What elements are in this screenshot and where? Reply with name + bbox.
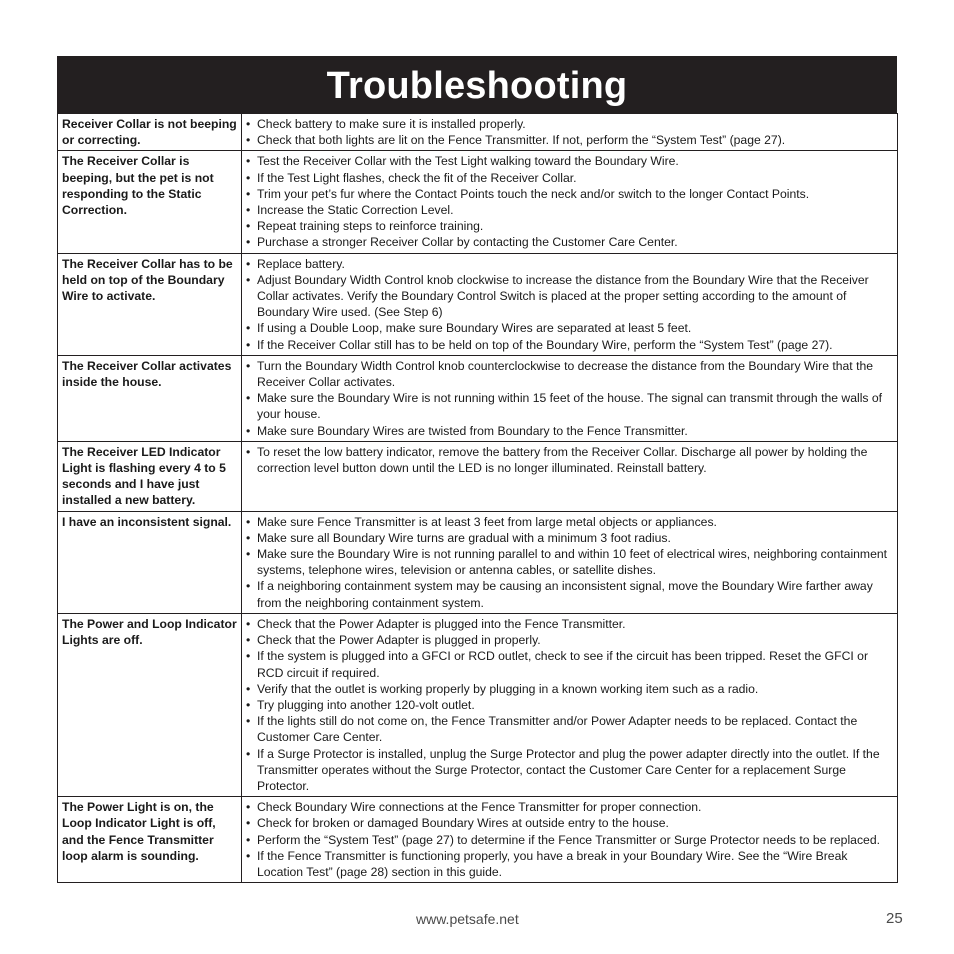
solution-list xyxy=(246,153,894,250)
solution-text: Repeat training steps to reinforce training. xyxy=(257,219,484,234)
solution-text: Test the Receiver Collar with the Test Light walking toward the Boundary Wire. xyxy=(257,154,679,169)
solution-item xyxy=(246,234,894,250)
bullet-icon: • xyxy=(246,117,251,131)
title-bar xyxy=(57,56,897,113)
table-row xyxy=(58,114,898,151)
solutions-cell xyxy=(242,797,898,883)
solution-item xyxy=(246,170,894,186)
bullet-icon: • xyxy=(246,272,251,287)
solution-item xyxy=(246,848,894,880)
bullet-icon: • xyxy=(246,256,251,271)
solution-item xyxy=(246,681,894,697)
bullet-icon: • xyxy=(246,235,251,250)
table-row xyxy=(58,797,898,883)
bullet-icon: • xyxy=(246,800,251,815)
solution-item xyxy=(246,390,894,422)
solution-text: Turn the Boundary Width Control knob counterclockwise to decrease the distance from the Boundary Wire that the Receiver Collar activates. xyxy=(257,358,874,390)
bullet-icon: • xyxy=(246,358,251,373)
bullet-icon: • xyxy=(246,391,251,406)
table-row xyxy=(58,355,898,441)
table-row xyxy=(58,613,898,796)
bullet-icon: • xyxy=(246,530,251,545)
solution-text: Trim your pet’s fur where the Contact Points touch the neck and/or switch to the longer Contact Points. xyxy=(257,186,810,201)
solution-text: Increase the Static Correction Level. xyxy=(257,203,454,218)
solution-item xyxy=(246,358,894,390)
bullet-icon: • xyxy=(246,616,251,631)
solution-text: If a Surge Protector is installed, unplug the Surge Protector and plug the power adapter directly into the outlet. If the Transmitter operates without the Surge Protector, contact the Customer Care Center for a replacement Surge Protector. xyxy=(257,746,880,793)
solution-text: Purchase a stronger Receiver Collar by contacting the Customer Care Center. xyxy=(257,235,678,250)
solution-item xyxy=(246,218,894,234)
solution-item xyxy=(246,713,894,745)
solution-text: If a neighboring containment system may be causing an inconsistent signal, move the Boundary Wire farther away from the neighboring containment system. xyxy=(257,579,873,610)
bullet-icon: • xyxy=(246,816,251,831)
bullet-icon: • xyxy=(246,579,251,594)
bullet-icon: • xyxy=(246,423,251,438)
solutions-cell xyxy=(242,114,898,151)
solution-list xyxy=(246,256,894,353)
solution-item xyxy=(246,444,894,476)
solution-item xyxy=(246,578,894,610)
solution-list xyxy=(246,799,894,880)
problem-cell: The Receiver Collar activates inside the house. xyxy=(58,355,242,441)
solution-list xyxy=(246,514,894,611)
bullet-icon: • xyxy=(246,321,251,336)
bullet-icon: • xyxy=(246,848,251,863)
solution-text: Make sure all Boundary Wire turns are gradual with a minimum 3 foot radius. xyxy=(257,530,671,545)
solution-list xyxy=(246,116,894,148)
bullet-icon: • xyxy=(246,697,251,712)
solution-text: Check that both lights are lit on the Fence Transmitter. If not, perform the “System Test” (page 27). xyxy=(257,133,786,148)
solution-text: If the system is plugged into a GFCI or RCD outlet, check to see if the circuit has been tripped. Reset the GFCI or RCD circuit if required. xyxy=(257,649,869,680)
solutions-cell xyxy=(242,355,898,441)
solution-text: Make sure Boundary Wires are twisted from Boundary to the Fence Transmitter. xyxy=(257,423,688,438)
problem-cell: The Power Light is on, the Loop Indicator Light is off, and the Fence Transmitter loop alarm is sounding. xyxy=(58,797,242,883)
bullet-icon: • xyxy=(246,444,251,459)
solution-item xyxy=(246,815,894,831)
solution-text: Check that the Power Adapter is plugged in properly. xyxy=(257,633,541,648)
solution-list xyxy=(246,358,894,439)
solution-text: If using a Double Loop, make sure Boundary Wires are separated at least 5 feet. xyxy=(257,321,692,336)
solution-item xyxy=(246,648,894,680)
solution-item xyxy=(246,546,894,578)
solution-item xyxy=(246,423,894,439)
table-row xyxy=(58,151,898,253)
solutions-cell xyxy=(242,441,898,511)
solutions-cell xyxy=(242,511,898,613)
solution-text: To reset the low battery indicator, remove the battery from the Receiver Collar. Discharge all power by holding the correction level button down until the LED is no longer illuminated. Reinstall battery. xyxy=(257,444,868,476)
table-row xyxy=(58,441,898,511)
solution-text: Verify that the outlet is working properly by plugging in a known working item such as a radio. xyxy=(257,681,759,696)
solutions-cell xyxy=(242,253,898,355)
table-row xyxy=(58,253,898,355)
bullet-icon: • xyxy=(246,154,251,169)
bullet-icon: • xyxy=(246,681,251,696)
bullet-icon: • xyxy=(246,746,251,761)
bullet-icon: • xyxy=(246,633,251,648)
solution-item xyxy=(246,530,894,546)
problem-cell: The Receiver Collar has to be held on top of the Boundary Wire to activate. xyxy=(58,253,242,355)
solution-text: Check Boundary Wire connections at the Fence Transmitter for proper connection. xyxy=(257,800,702,815)
bullet-icon: • xyxy=(246,714,251,729)
solution-item xyxy=(246,320,894,336)
problem-cell: The Receiver Collar is beeping, but the pet is not responding to the Static Correction. xyxy=(58,151,242,253)
solution-text: Check battery to make sure it is installed properly. xyxy=(257,117,526,131)
solution-item xyxy=(246,799,894,815)
solution-text: If the Receiver Collar still has to be held on top of the Boundary Wire, perform the “System Test” (page 27). xyxy=(257,337,833,352)
solution-item xyxy=(246,632,894,648)
solution-item xyxy=(246,272,894,321)
bullet-icon: • xyxy=(246,337,251,352)
page-number: 25 xyxy=(886,910,903,927)
solution-item xyxy=(246,337,894,353)
solution-text: If the Test Light flashes, check the fit of the Receiver Collar. xyxy=(257,170,577,185)
solution-item xyxy=(246,132,894,148)
page-title: Troubleshooting xyxy=(326,64,628,107)
bullet-icon: • xyxy=(246,649,251,664)
problem-cell: Receiver Collar is not beeping or correcting. xyxy=(58,114,242,151)
problem-cell: The Receiver LED Indicator Light is flashing every 4 to 5 seconds and I have just installed a new battery. xyxy=(58,441,242,511)
bullet-icon: • xyxy=(246,186,251,201)
solution-text: If the lights still do not come on, the Fence Transmitter and/or Power Adapter needs to be replaced. Contact the Customer Care Center. xyxy=(257,714,858,745)
solution-item xyxy=(246,514,894,530)
solution-text: If the Fence Transmitter is functioning properly, you have a break in your Boundary Wire. See the “Wire Break Location Test” (page 28) section in this guide. xyxy=(257,848,848,879)
solution-item xyxy=(246,697,894,713)
table-row xyxy=(58,511,898,613)
solution-text: Replace battery. xyxy=(257,256,345,271)
bullet-icon: • xyxy=(246,514,251,529)
solution-item xyxy=(246,153,894,169)
problem-cell: The Power and Loop Indicator Lights are off. xyxy=(58,613,242,796)
solution-item xyxy=(246,202,894,218)
solution-text: Make sure the Boundary Wire is not running parallel to and within 10 feet of electrical wires, neighboring containment systems, telephone wires, television or antenna cables, or satellite dishes. xyxy=(257,547,888,578)
footer-url: www.petsafe.net xyxy=(416,911,519,927)
solution-item xyxy=(246,832,894,848)
solutions-cell xyxy=(242,613,898,796)
solution-item xyxy=(246,186,894,202)
solution-text: Make sure Fence Transmitter is at least 3 feet from large metal objects or appliances. xyxy=(257,514,717,529)
bullet-icon: • xyxy=(246,547,251,562)
bullet-icon: • xyxy=(246,203,251,218)
bullet-icon: • xyxy=(246,219,251,234)
solution-item xyxy=(246,116,894,132)
solution-item xyxy=(246,616,894,632)
solution-text: Try plugging into another 120-volt outlet. xyxy=(257,697,475,712)
solution-text: Perform the “System Test” (page 27) to determine if the Fence Transmitter or Surge Protector needs to be replaced. xyxy=(257,832,880,847)
solutions-cell xyxy=(242,151,898,253)
bullet-icon: • xyxy=(246,170,251,185)
solution-text: Check that the Power Adapter is plugged into the Fence Transmitter. xyxy=(257,616,626,631)
solution-item xyxy=(246,746,894,795)
solution-text: Check for broken or damaged Boundary Wires at outside entry to the house. xyxy=(257,816,669,831)
table-body xyxy=(58,114,898,883)
solution-item xyxy=(246,256,894,272)
solution-list xyxy=(246,444,894,476)
solution-text: Adjust Boundary Width Control knob clockwise to increase the distance from the Boundary Wire that the Receiver Collar activates. Verify the Boundary Control Switch is placed at the proper setting according to the amount of Boundary Wire used. (See Step 6) xyxy=(257,272,869,320)
bullet-icon: • xyxy=(246,832,251,847)
solution-text: Make sure the Boundary Wire is not running within 15 feet of the house. The signal can transmit through the walls of your house. xyxy=(257,391,883,422)
solution-list xyxy=(246,616,894,794)
bullet-icon: • xyxy=(246,133,251,148)
problem-cell: I have an inconsistent signal. xyxy=(58,511,242,613)
troubleshooting-table xyxy=(57,113,898,883)
